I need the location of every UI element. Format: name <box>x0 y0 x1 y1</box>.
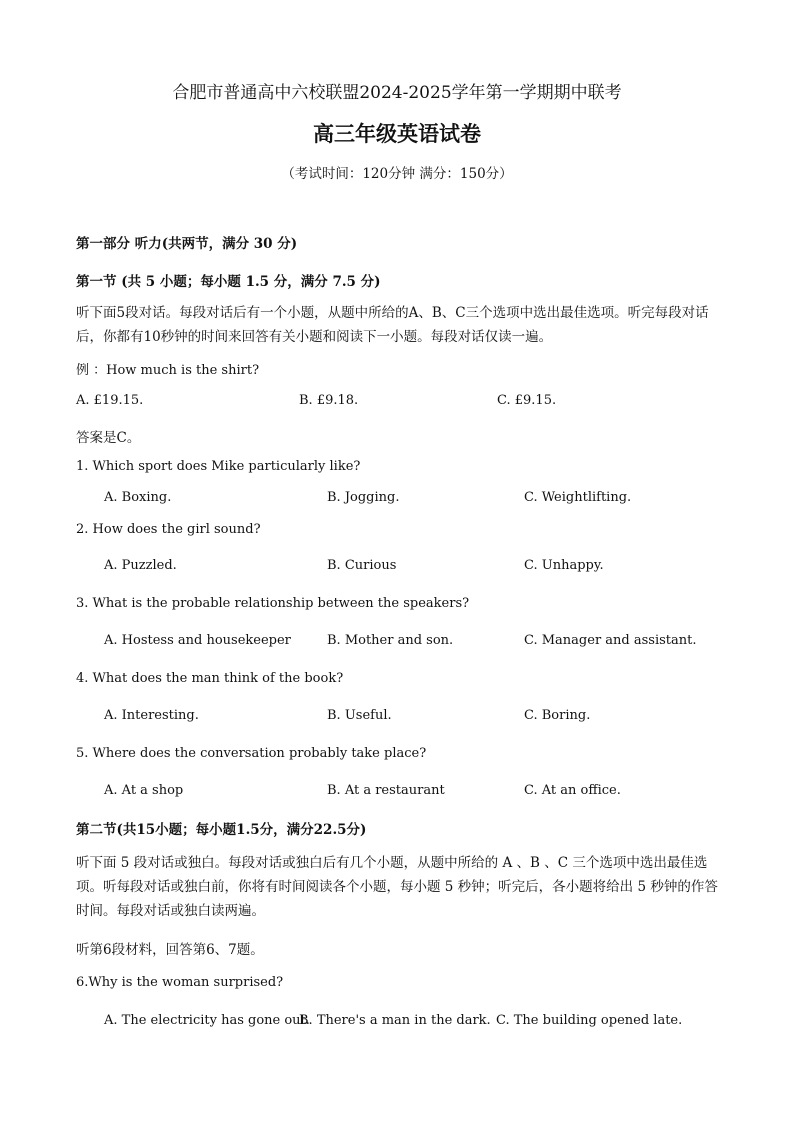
section1-heading: 第一节 (共 5 小题；每小题 1.5 分，满分 7.5 分) <box>76 274 381 290</box>
question-5-option-b: B. At a restaurant <box>327 783 445 798</box>
question-1: 1. Which sport does Mike particularly like? <box>76 459 361 474</box>
question-2-option-b: B. Curious <box>327 558 397 573</box>
question-3-option-b: B. Mother and son. <box>327 633 454 648</box>
question-1-option-c: C. Weightlifting. <box>524 490 632 505</box>
question-4-option-c: C. Boring. <box>524 708 591 723</box>
exam-info: （考试时间：120分钟 满分：150分） <box>281 166 513 182</box>
question-2: 2. How does the girl sound? <box>76 522 261 537</box>
material-note: 听第6段材料，回答第6、7题。 <box>76 942 264 958</box>
section2-instructions: 听下面 5 段对话或独白。每段对话或独白后有几个小题，从题中所给的 A 、B 、C 三个选项中选出最佳选项。听每段对话或独白前，你将有时间阅读各个小题，每小题 5 秒钟；听完后，各小题将给出 5 秒钟的作答时间。每段对话或独白读两遍。 <box>76 855 718 919</box>
section1-instructions: 听下面5段对话。每段对话后有一个小题，从题中所给的A、B、C三个选项中选出最佳选项。听完每段对话后，你都有10秒钟的时间来回答有关小题和阅读下一小题。每段对话仅读一遍。 <box>76 305 709 345</box>
question-5-option-a: A. At a shop <box>104 783 184 798</box>
question-1-option-a: A. Boxing. <box>104 490 172 505</box>
question-5: 5. Where does the conversation probably take place? <box>76 746 427 761</box>
section2-heading: 第二节(共15小题；每小题1.5分，满分22.5分) <box>76 822 367 838</box>
question-4: 4. What does the man think of the book? <box>76 671 344 686</box>
question-6-option-c: C. The building opened late. <box>496 1013 683 1028</box>
question-6-option-a: A. The electricity has gone out. <box>104 1013 310 1028</box>
question-3-option-c: C. Manager and assistant. <box>524 633 697 648</box>
question-4-option-a: A. Interesting. <box>104 708 199 723</box>
question-5-option-c: C. At an office. <box>524 783 621 798</box>
example-option-b: B. £9.18. <box>299 393 359 408</box>
example-answer: 答案是C。 <box>76 430 141 446</box>
question-3: 3. What is the probable relationship between the speakers? <box>76 596 470 611</box>
question-2-option-c: C. Unhappy. <box>524 558 604 573</box>
example-option-a: A. £19.15. <box>76 393 144 408</box>
exam-title: 合肥市普通高中六校联盟2024-2025学年第一学期期中联考 <box>172 83 622 103</box>
question-1-option-b: B. Jogging. <box>327 490 400 505</box>
example-option-c: C. £9.15. <box>497 393 557 408</box>
question-4-option-b: B. Useful. <box>327 708 392 723</box>
exam-subtitle: 高三年级英语试卷 <box>313 121 481 146</box>
part1-heading: 第一部分 听力(共两节，满分 30 分) <box>76 236 298 252</box>
question-6-option-b: B. There's a man in the dark. <box>299 1013 491 1028</box>
question-2-option-a: A. Puzzled. <box>104 558 177 573</box>
example-question: 例 ：How much is the shirt? <box>76 363 260 378</box>
question-6: 6.Why is the woman surprised? <box>76 975 284 990</box>
question-3-option-a: A. Hostess and housekeeper <box>104 633 291 648</box>
